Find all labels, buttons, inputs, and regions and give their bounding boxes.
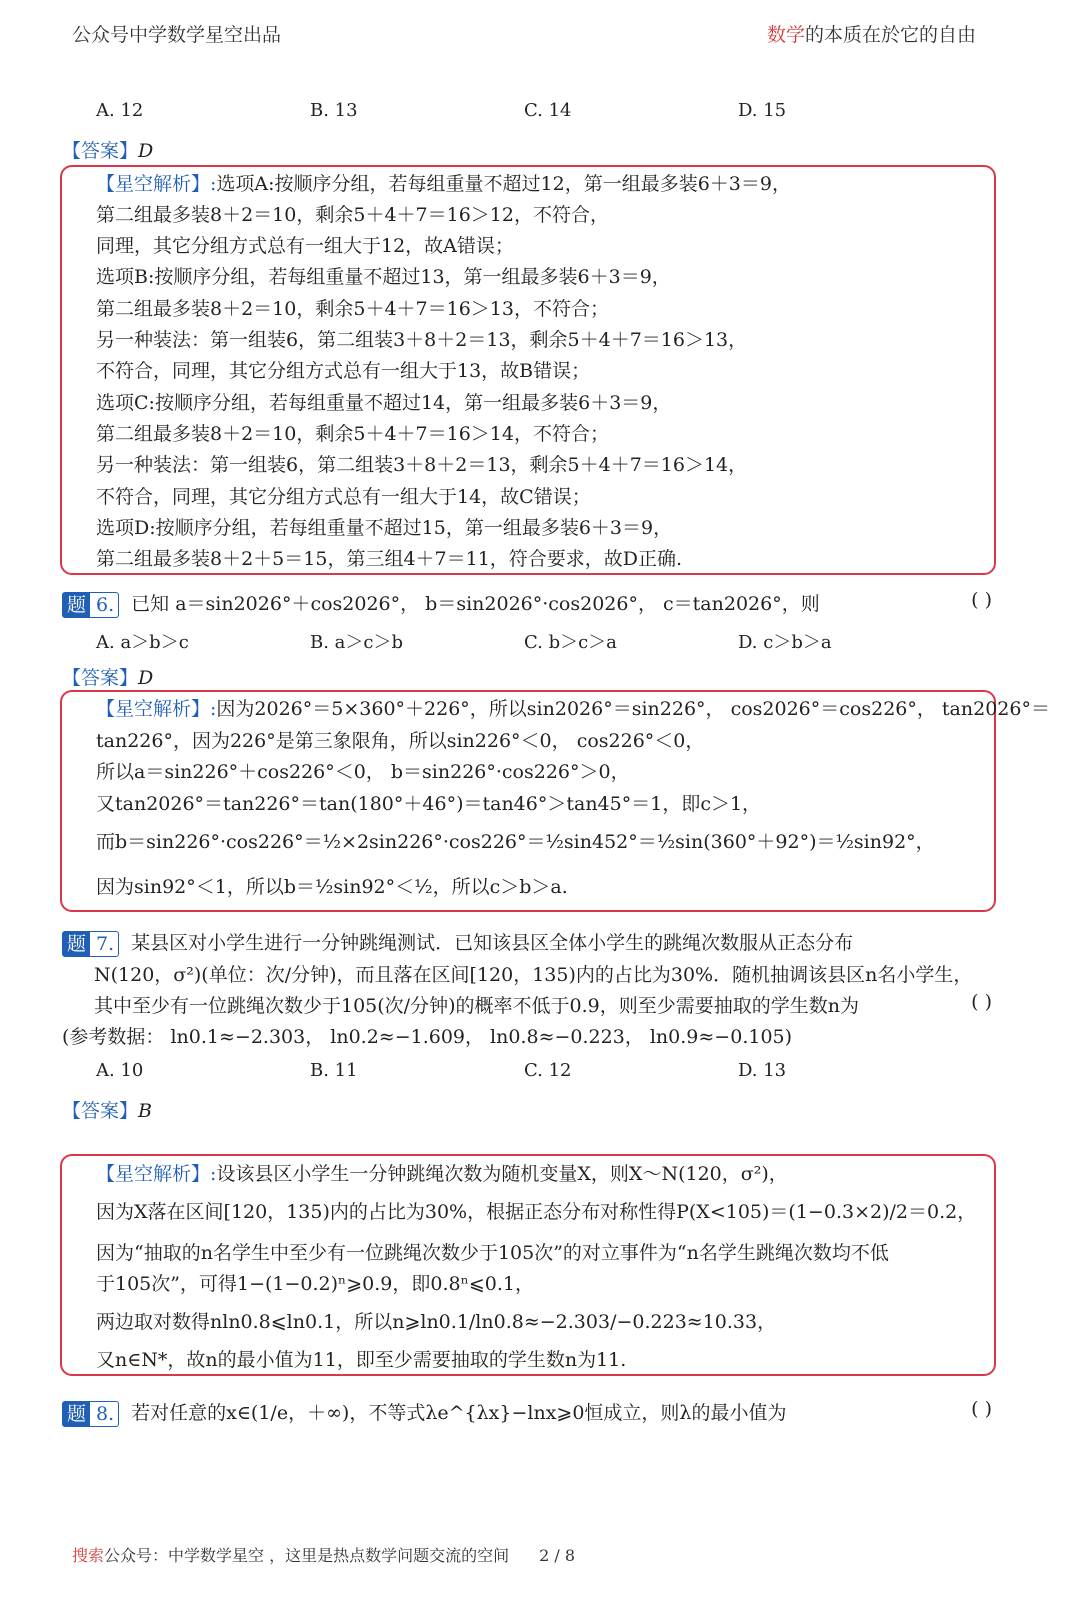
analysis-line: 于105次”，可得1−(1−0.2)ⁿ⩾0.9，即0.8ⁿ⩽0.1， (96, 1273, 534, 1295)
page-footer (72, 1543, 575, 1566)
analysis-line: tan226°，因为226°是第三象限角，所以sin226°＜0， cos226°＜0， (96, 730, 705, 752)
q7-option-d: D. 13 (738, 1060, 787, 1081)
analysis-line: 另一种装法：第一组装6，第二组装3＋8＋2＝13，剩余5＋4＋7＝16＞13， (96, 329, 748, 351)
q5-option-b: B. 13 (310, 100, 358, 121)
q5-option-d: D. 15 (738, 100, 787, 121)
analysis-line: 第二组最多装8＋2＝10，剩余5＋4＋7＝16＞13，不符合； (96, 298, 609, 320)
answer-bracket: ( ) (971, 991, 992, 1013)
analysis-label: 【星空解析】: (96, 698, 217, 720)
analysis-label: 【星空解析】: (96, 173, 217, 195)
analysis-line: 而b＝sin226°·cos226°＝½×2sin226°·cos226°＝½sin452°＝½sin(360°＋92°)＝½sin92°， (96, 831, 935, 853)
analysis-line: 选项C:按顺序分组，若每组重量不超过14，第一组最多装6＋3＝9， (96, 392, 672, 414)
analysis-line: 又n∈N*，故n的最小值为11，即至少需要抽取的学生数n为11. (96, 1349, 627, 1371)
question-line: (参考数据： ln0.1≈−2.303， ln0.2≈−1.609， ln0.8≈−0.223， ln0.9≈−0.105) (62, 1026, 793, 1048)
q6-option-b: B. a＞c＞b (310, 632, 404, 653)
question-line: 题 7. 某县区对小学生进行一分钟跳绳测试．已知该县区全体小学生的跳绳次数服从正态分布 (62, 928, 853, 957)
question-7 (62, 928, 992, 1048)
question-number-badge: 题 8. (62, 1401, 119, 1427)
question-number-badge: 题 6. (62, 592, 119, 618)
analysis-line: 第二组最多装8＋2＋5＝15，第三组4＋7＝11，符合要求，故D正确. (96, 548, 683, 570)
analysis-label: 【星空解析】: (96, 1163, 217, 1185)
q6-options (96, 628, 996, 654)
analysis-line: 选项D:按顺序分组，若每组重量不超过15，第一组最多装6＋3＝9， (96, 517, 673, 539)
question-6 (62, 589, 992, 615)
analysis-line: 同理，其它分组方式总有一组大于12，故A错误； (96, 235, 514, 257)
analysis-line: 另一种装法：第一组装6，第二组装3＋8＋2＝13，剩余5＋4＋7＝16＞14， (96, 454, 748, 476)
analysis-line: 两边取对数得nln0.8⩽ln0.1，所以n⩾ln0.1/ln0.8≈−2.303/−0.223≈10.33， (96, 1311, 777, 1333)
footer-text: 公众号：中学数学星空 ，这里是热点数学问题交流的空间 (104, 1546, 510, 1565)
analysis-line: 因为“抽取的n名学生中至少有一位跳绳次数少于105次”的对立事件为“n名学生跳绳次数均不低 (96, 1242, 889, 1264)
analysis-line: 因为sin92°＜1，所以b＝½sin92°＜½，所以c＞b＞a. (96, 876, 568, 898)
answer-label: 【答案】 (62, 140, 139, 162)
answer-bracket: ( ) (971, 1398, 992, 1420)
q7-answer: 【答案】B (62, 1100, 152, 1122)
q7-options (96, 1060, 996, 1086)
q6-option-c: C. b＞c＞a (524, 632, 617, 653)
analysis-line: 又tan2026°＝tan226°＝tan(180°＋46°)＝tan46°＞tan45°＝1，即c＞1， (96, 793, 762, 815)
q6-option-a: A. a＞b＞c (96, 632, 189, 653)
q7-option-c: C. 12 (524, 1060, 572, 1081)
analysis-line: 【星空解析】:设该县区小学生一分钟跳绳次数为随机变量X，则X～N(120，σ²)， (96, 1163, 788, 1185)
answer-bracket: ( ) (971, 589, 992, 611)
q6-option-d: D. c＞b＞a (738, 632, 832, 653)
q5-options (96, 100, 996, 126)
question-text: 已知 a＝sin2026°＋cos2026°， b＝sin2026°·cos2026°， c＝tan2026°，则 (131, 593, 820, 615)
q5-option-c: C. 14 (524, 100, 572, 121)
analysis-box-q6 (60, 690, 1050, 912)
q5-option-a: A. 12 (96, 100, 144, 121)
analysis-box-q5 (60, 165, 996, 575)
analysis-line: 选项B:按顺序分组，若每组重量不超过13，第一组最多装6＋3＝9， (96, 266, 671, 288)
analysis-line: 【星空解析】:因为2026°＝5×360°＋226°，所以sin2026°＝sin226°， cos2026°＝cos226°， tan2026°＝ (96, 698, 1050, 720)
analysis-line: 不符合，同理，其它分组方式总有一组大于14，故C错误； (96, 486, 591, 508)
analysis-box-q7 (60, 1154, 996, 1376)
question-line: N(120，σ²)(单位：次/分钟)，而且落在区间[120，135)内的占比为30%．随机抽调该县区n名小学生， (94, 964, 973, 986)
analysis-line: 第二组最多装8＋2＝10，剩余5＋4＋7＝16＞14，不符合； (96, 423, 609, 445)
header-right-rest: 的本质在於它的自由 (804, 24, 976, 46)
q5-answer (62, 136, 153, 163)
q7-option-a: A. 10 (96, 1060, 144, 1081)
header-right (767, 20, 976, 47)
question-number-badge: 题 7. (62, 931, 119, 957)
analysis-line: 所以a＝sin226°＋cos226°＜0， b＝sin226°·cos226°＞0， (96, 761, 630, 783)
question-line: 其中至少有一位跳绳次数少于105(次/分钟)的概率不低于0.9，则至少需要抽取的学生数n为 (94, 995, 859, 1017)
answer-value: D (138, 140, 154, 162)
page-number: 2 / 8 (539, 1546, 576, 1565)
analysis-line: 【星空解析】:选项A:按顺序分组，若每组重量不超过12，第一组最多装6＋3＝9， (96, 173, 791, 195)
q6-answer: 【答案】D (62, 667, 154, 689)
analysis-line: 第二组最多装8＋2＝10，剩余5＋4＋7＝16＞12，不符合， (96, 204, 609, 226)
question-8 (62, 1398, 992, 1428)
header-right-highlight: 数学 (766, 24, 805, 46)
question-text: 若对任意的x∈(1/e，＋∞)，不等式λe^{λx}−lnx⩾0恒成立，则λ的最小值为 (131, 1402, 787, 1424)
header-left: 公众号中学数学星空出品 (72, 24, 282, 46)
footer-highlight: 搜索 (72, 1546, 105, 1565)
analysis-line: 不符合，同理，其它分组方式总有一组大于13，故B错误； (96, 360, 591, 382)
analysis-line: 因为X落在区间[120，135)内的占比为30%，根据正态分布对称性得P(X<105)＝(1−0.3×2)/2＝0.2， (96, 1201, 977, 1223)
q7-option-b: B. 11 (310, 1060, 358, 1081)
